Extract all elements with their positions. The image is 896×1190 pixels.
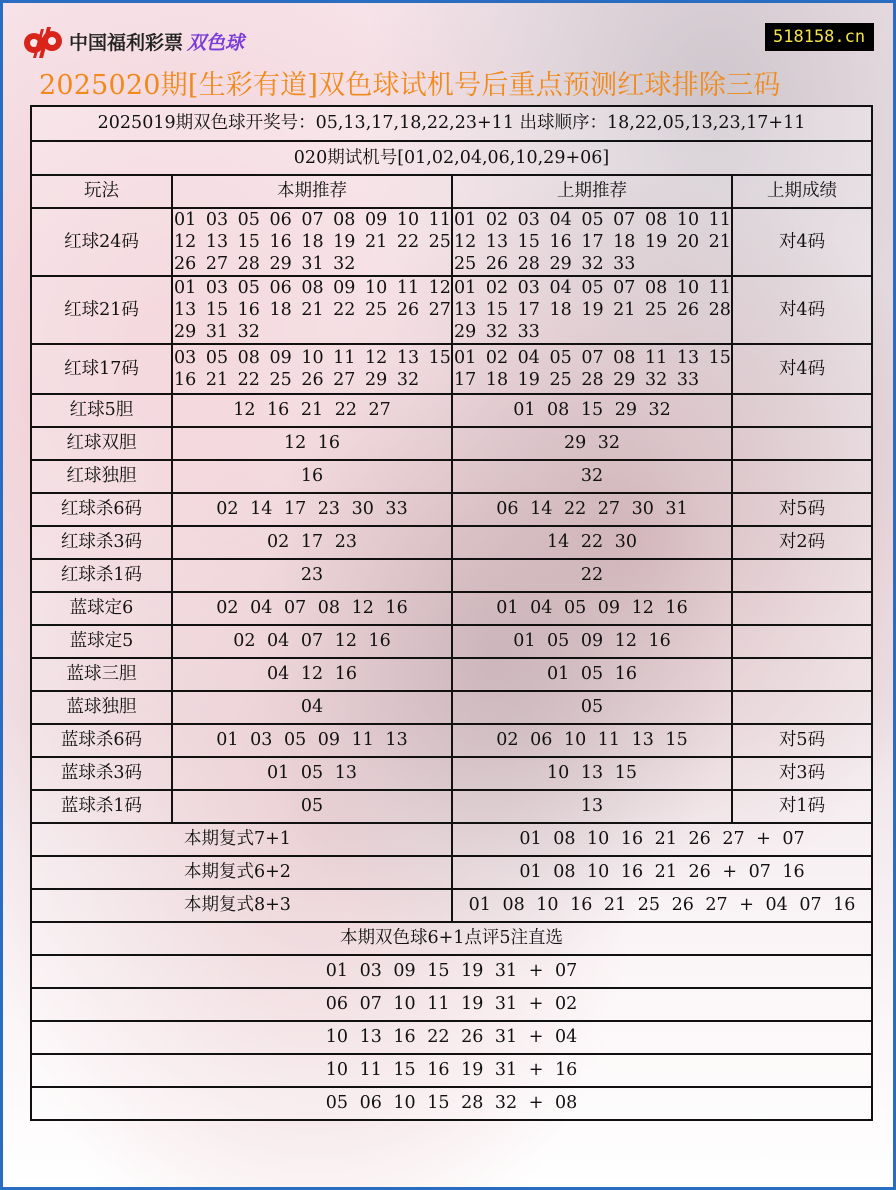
column-header-play: 玩法 [31, 175, 172, 208]
previous-numbers: 05 [452, 691, 732, 724]
compound-row [31, 889, 872, 922]
play-label: 蓝球定5 [31, 625, 172, 658]
play-label: 红球杀3码 [31, 526, 172, 559]
compound-numbers: 01 08 10 16 21 26 + 07 16 [452, 856, 872, 889]
current-numbers: 01 03 05 06 08 09 10 11 12 13 15 16 18 21 22 25 26 27 29 31 32 [174, 278, 451, 342]
column-header-result: 上期成绩 [732, 175, 872, 208]
play-label: 红球独胆 [31, 460, 172, 493]
table-row [31, 493, 872, 526]
previous-numbers: 01 04 05 09 12 16 [452, 592, 732, 625]
previous-numbers: 06 14 22 27 30 31 [452, 493, 732, 526]
draw-info: 2025019期双色球开奖号：05,13,17,18,22,23+11 出球顺序：18,22,05,13,23,17+11 [31, 106, 872, 141]
play-label: 红球杀1码 [31, 559, 172, 592]
previous-numbers: 10 13 15 [452, 757, 732, 790]
pick-row [31, 1054, 872, 1087]
current-numbers: 12 16 21 22 27 [172, 394, 452, 427]
compound-numbers: 01 08 10 16 21 25 26 27 + 04 07 16 [452, 889, 872, 922]
page-title: 2025020期[生彩有道]双色球试机号后重点预测红球排除三码 [39, 70, 781, 101]
play-label: 蓝球杀1码 [31, 790, 172, 823]
current-numbers: 23 [172, 559, 452, 592]
previous-numbers: 01 05 16 [452, 658, 732, 691]
play-label: 红球双胆 [31, 427, 172, 460]
compound-numbers: 01 08 10 16 21 26 27 + 07 [452, 823, 872, 856]
pick-numbers: 10 13 16 22 26 31 + 04 [31, 1021, 872, 1054]
table-row [31, 592, 872, 625]
table-row [31, 208, 872, 276]
table-row [31, 526, 872, 559]
current-numbers: 02 17 23 [172, 526, 452, 559]
play-label: 蓝球杀3码 [31, 757, 172, 790]
previous-numbers: 02 06 10 11 13 15 [452, 724, 732, 757]
draw-info-row [31, 106, 872, 141]
previous-result [732, 559, 872, 592]
previous-numbers: 22 [452, 559, 732, 592]
pick-row [31, 988, 872, 1021]
picks-title: 本期双色球6+1点评5注直选 [31, 922, 872, 955]
current-numbers: 02 14 17 23 30 33 [172, 493, 452, 526]
logo-text: 中国福利彩票 [69, 31, 184, 54]
current-numbers: 02 04 07 12 16 [172, 625, 452, 658]
table-row [31, 559, 872, 592]
trial-numbers: 020期试机号[01,02,04,06,10,29+06] [31, 141, 872, 175]
pick-numbers: 01 03 09 15 19 31 + 07 [31, 955, 872, 988]
previous-result: 对4码 [732, 276, 872, 344]
pick-row [31, 1087, 872, 1120]
table-row [31, 691, 872, 724]
previous-numbers: 29 32 [452, 427, 732, 460]
picks-title-row [31, 922, 872, 955]
current-numbers: 05 [172, 790, 452, 823]
current-numbers: 02 04 07 08 12 16 [172, 592, 452, 625]
previous-result [732, 625, 872, 658]
compound-label: 本期复式7+1 [31, 823, 452, 856]
table-row [31, 724, 872, 757]
logo-game-text: 双色球 [187, 31, 245, 54]
current-numbers: 01 03 05 09 11 13 [172, 724, 452, 757]
table-row [31, 276, 872, 344]
previous-numbers: 01 05 09 12 16 [452, 625, 732, 658]
pick-numbers: 05 06 10 15 28 32 + 08 [31, 1087, 872, 1120]
compound-label: 本期复式6+2 [31, 856, 452, 889]
play-label: 蓝球独胆 [31, 691, 172, 724]
previous-result: 对4码 [732, 208, 872, 276]
lottery-logo [21, 25, 244, 57]
column-header-previous: 上期推荐 [452, 175, 732, 208]
prediction-table [30, 105, 873, 1121]
pick-row [31, 1021, 872, 1054]
play-label: 蓝球定6 [31, 592, 172, 625]
table-row [31, 757, 872, 790]
previous-numbers: 01 02 03 04 05 07 08 10 11 12 13 15 16 17 18 19 20 21 25 26 28 29 32 33 [454, 210, 731, 274]
trial-numbers-row [31, 141, 872, 175]
compound-row [31, 823, 872, 856]
table-row [31, 394, 872, 427]
current-numbers: 04 [172, 691, 452, 724]
previous-numbers: 32 [452, 460, 732, 493]
table-row [31, 658, 872, 691]
previous-numbers: 01 02 04 05 07 08 11 13 15 17 18 19 25 28 29 32 33 [452, 344, 732, 394]
previous-result [732, 592, 872, 625]
table-row [31, 460, 872, 493]
current-numbers: 04 12 16 [172, 658, 452, 691]
previous-result [732, 691, 872, 724]
table-row [31, 790, 872, 823]
compound-row [31, 856, 872, 889]
previous-result [732, 394, 872, 427]
table-row [31, 427, 872, 460]
table-row [31, 625, 872, 658]
previous-numbers: 14 22 30 [452, 526, 732, 559]
play-label: 红球杀6码 [31, 493, 172, 526]
pick-numbers: 06 07 10 11 19 31 + 02 [31, 988, 872, 1021]
previous-result [732, 460, 872, 493]
play-label: 红球21码 [31, 276, 172, 344]
pick-row [31, 955, 872, 988]
play-label: 红球24码 [31, 208, 172, 276]
play-label: 蓝球三胆 [31, 658, 172, 691]
previous-numbers: 01 02 03 04 05 07 08 10 11 13 15 17 18 19 21 25 26 28 29 32 33 [454, 278, 731, 342]
current-numbers: 01 03 05 06 07 08 09 10 11 12 13 15 16 18 19 21 22 25 26 27 28 29 31 32 [174, 210, 451, 274]
previous-result: 对4码 [732, 344, 872, 394]
pick-numbers: 10 11 15 16 19 31 + 16 [31, 1054, 872, 1087]
previous-result: 对2码 [732, 526, 872, 559]
previous-numbers: 01 08 15 29 32 [452, 394, 732, 427]
previous-result [732, 658, 872, 691]
current-numbers: 16 [172, 460, 452, 493]
column-header-current: 本期推荐 [172, 175, 452, 208]
current-numbers: 03 05 08 09 10 11 12 13 15 16 21 22 25 26 27 29 32 [172, 344, 452, 394]
previous-result: 对3码 [732, 757, 872, 790]
table-header-row [31, 175, 872, 208]
compound-label: 本期复式8+3 [31, 889, 452, 922]
play-label: 蓝球杀6码 [31, 724, 172, 757]
current-numbers: 01 05 13 [172, 757, 452, 790]
table-row [31, 344, 872, 394]
previous-result: 对5码 [732, 493, 872, 526]
welfare-lottery-logo-icon [21, 25, 65, 57]
play-label: 红球17码 [31, 344, 172, 394]
previous-result: 对5码 [732, 724, 872, 757]
previous-result: 对1码 [732, 790, 872, 823]
site-badge: 518158.cn [765, 23, 874, 51]
previous-result [732, 427, 872, 460]
current-numbers: 12 16 [172, 427, 452, 460]
previous-numbers: 13 [452, 790, 732, 823]
play-label: 红球5胆 [31, 394, 172, 427]
